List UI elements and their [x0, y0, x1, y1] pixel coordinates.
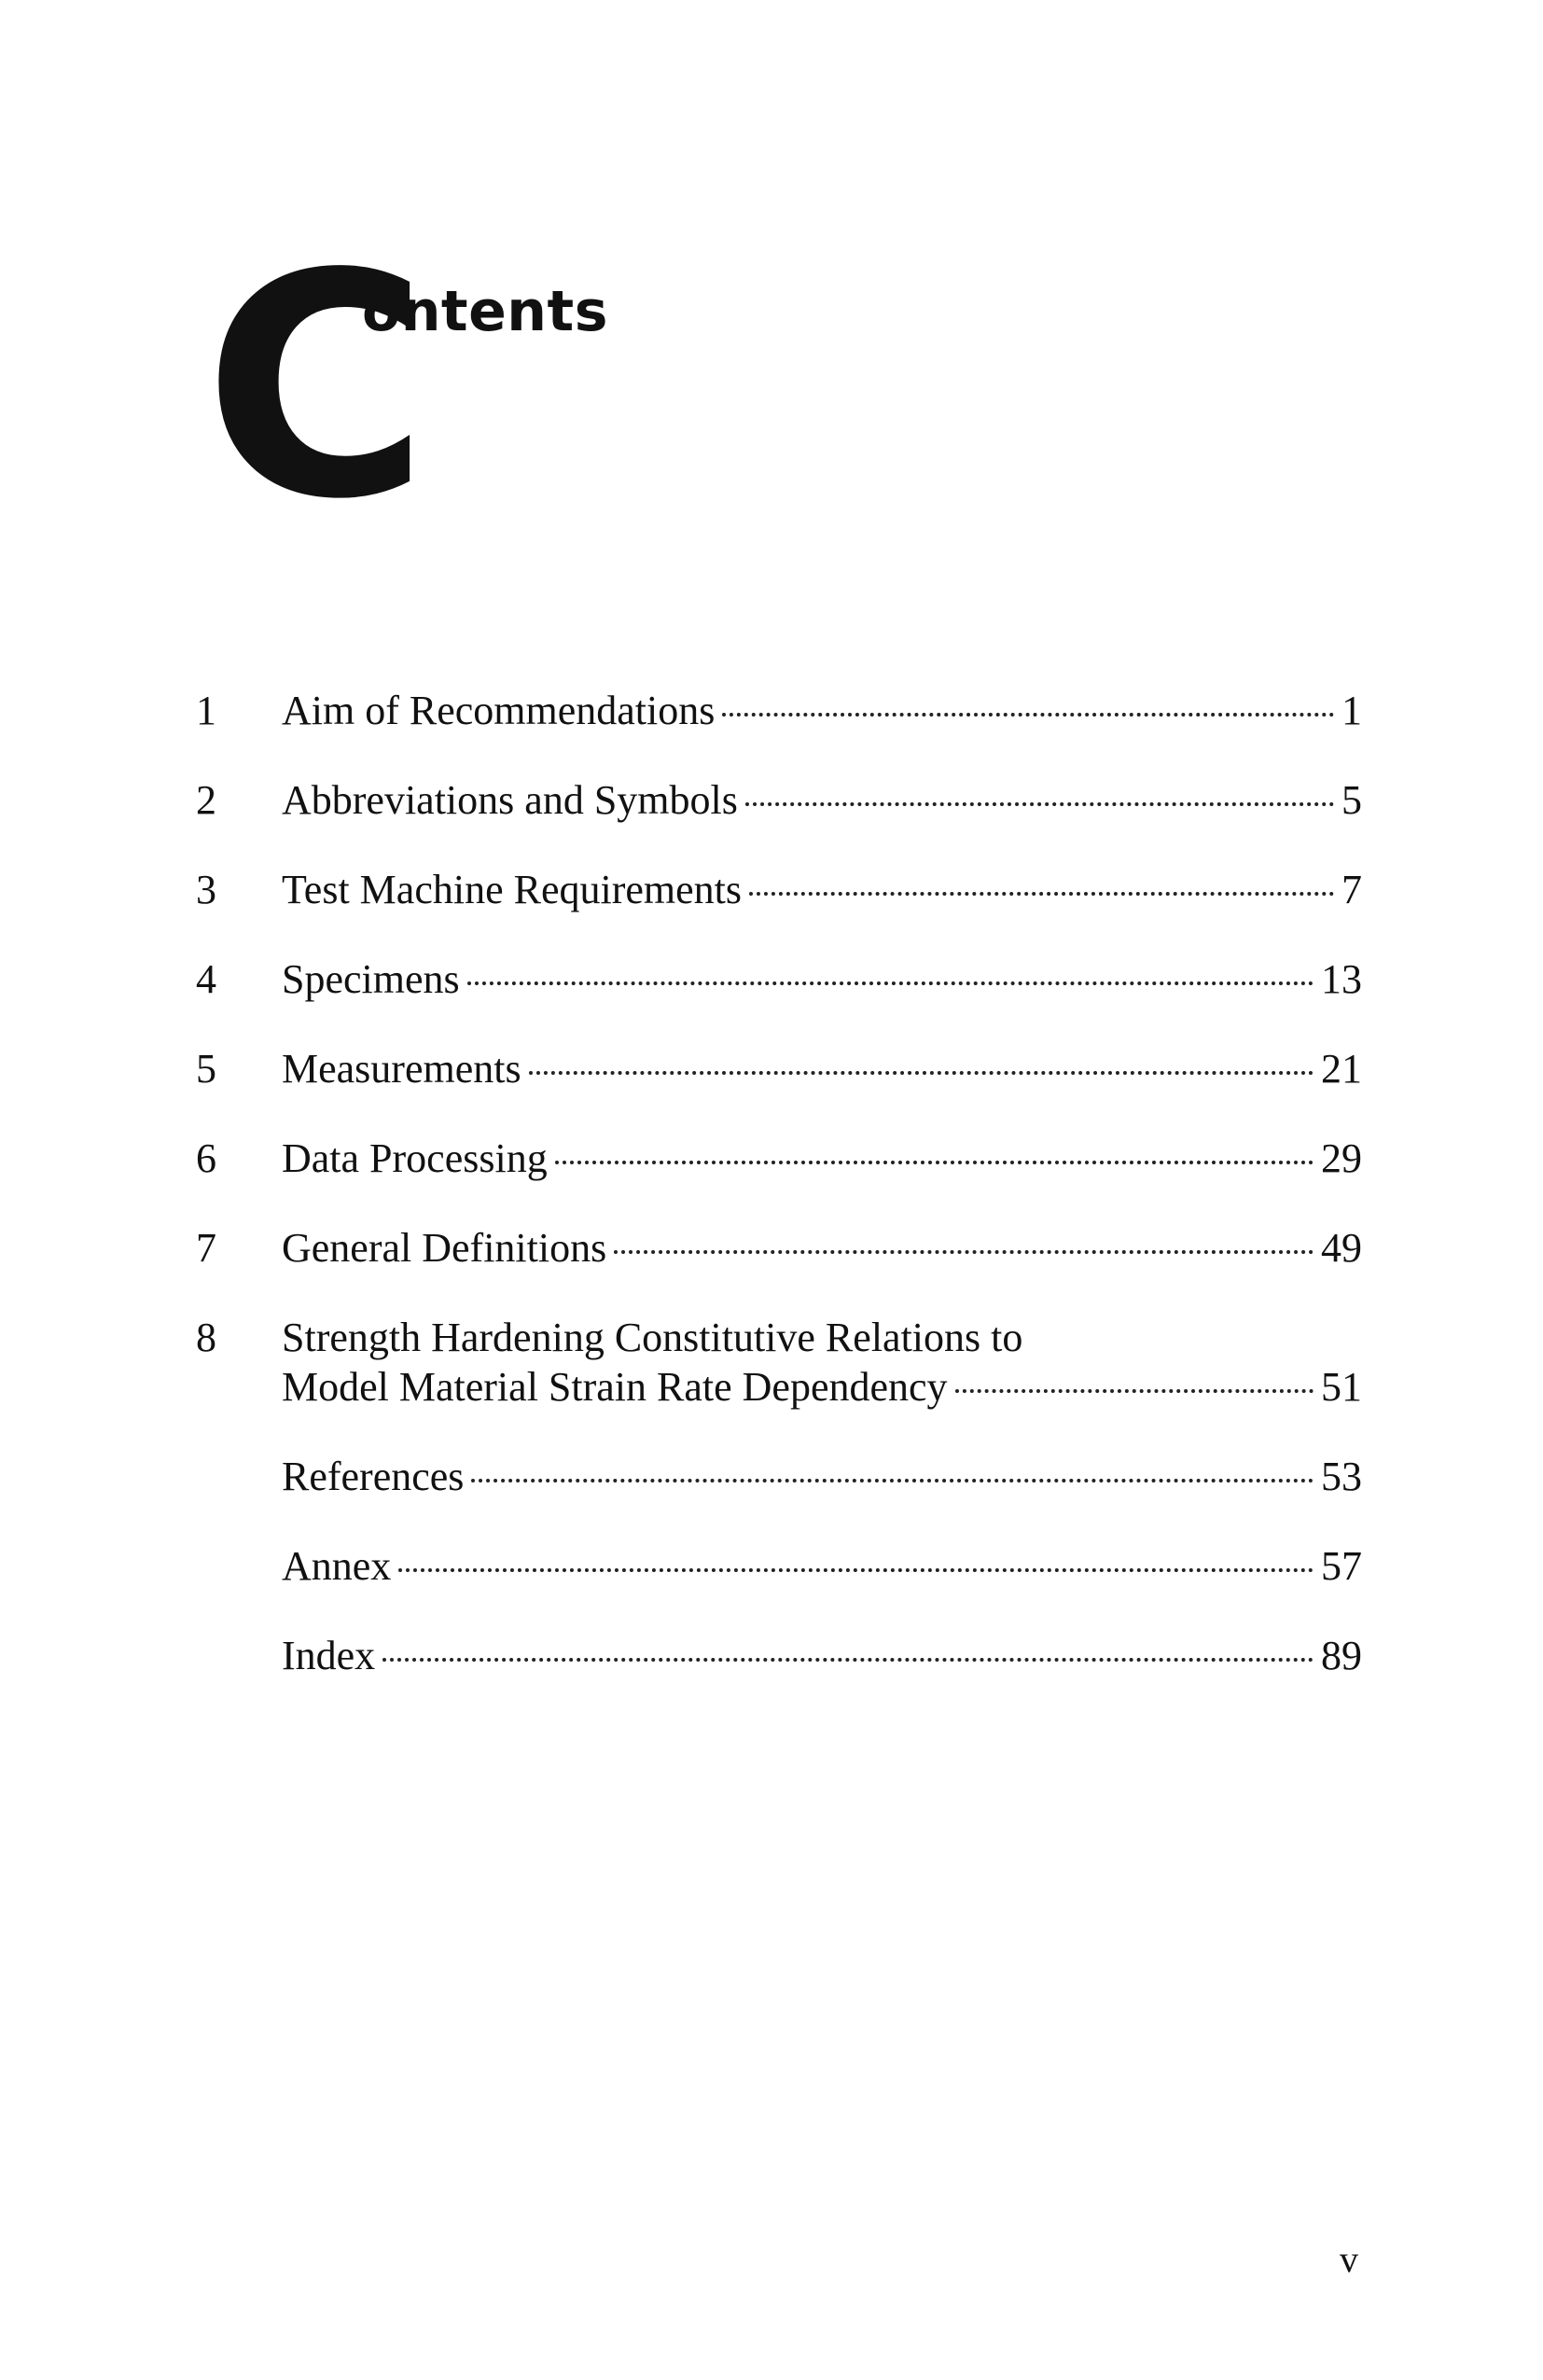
- toc-entry-8[interactable]: [196, 1313, 1362, 1412]
- toc-number: 2: [196, 777, 216, 823]
- dot-leader: [529, 1071, 1314, 1075]
- toc-number: 3: [196, 867, 216, 912]
- table-of-contents: [196, 686, 1362, 1720]
- dot-leader: [471, 1479, 1314, 1482]
- toc-title: Specimens: [282, 956, 460, 1002]
- dot-leader: [382, 1658, 1314, 1662]
- toc-title: Annex: [282, 1543, 392, 1589]
- toc-title: Test Machine Requirements: [282, 867, 743, 912]
- toc-title: Index: [282, 1633, 376, 1678]
- toc-page: 53: [1321, 1454, 1362, 1499]
- toc-title: Measurements: [282, 1046, 521, 1092]
- toc-title: Model Material Strain Rate Dependency: [282, 1364, 948, 1410]
- dot-leader: [745, 802, 1334, 806]
- toc-number: 5: [196, 1046, 216, 1092]
- toc-number: 6: [196, 1135, 216, 1181]
- toc-page: 49: [1321, 1225, 1362, 1271]
- toc-entry-3[interactable]: [196, 865, 1362, 914]
- toc-page: 29: [1321, 1135, 1362, 1181]
- toc-title: General Definitions: [282, 1225, 607, 1271]
- toc-entry-7[interactable]: [196, 1223, 1362, 1273]
- toc-number: 4: [196, 956, 216, 1002]
- page-number: v: [1340, 2238, 1358, 2280]
- toc-page: 21: [1321, 1046, 1362, 1092]
- toc-number: 7: [196, 1225, 216, 1271]
- dot-leader: [749, 892, 1334, 896]
- page-title: [203, 208, 763, 566]
- title-rest: ontents: [362, 279, 608, 344]
- dot-leader: [722, 713, 1334, 717]
- toc-entry-2[interactable]: [196, 775, 1362, 825]
- toc-entry-annex[interactable]: [196, 1541, 1362, 1591]
- toc-title: References: [282, 1454, 465, 1499]
- toc-number: 1: [196, 688, 216, 733]
- toc-entry-6[interactable]: [196, 1134, 1362, 1183]
- toc-page: 51: [1321, 1364, 1362, 1410]
- toc-entry-references[interactable]: [196, 1452, 1362, 1501]
- toc-title: Abbreviations and Symbols: [282, 777, 738, 823]
- dot-leader: [467, 981, 1314, 985]
- toc-page: 89: [1321, 1633, 1362, 1678]
- toc-entry-4[interactable]: [196, 954, 1362, 1004]
- toc-page: 5: [1341, 777, 1362, 823]
- toc-page: 7: [1341, 867, 1362, 912]
- dot-leader: [614, 1250, 1314, 1254]
- toc-entry-5[interactable]: [196, 1044, 1362, 1093]
- toc-page: 13: [1321, 956, 1362, 1002]
- toc-number: 8: [196, 1315, 216, 1360]
- dot-leader: [555, 1161, 1314, 1164]
- toc-title-line1: Strength Hardening Constitutive Relations to: [282, 1315, 1023, 1360]
- toc-title: Aim of Recommendations: [282, 688, 716, 733]
- toc-page: 1: [1341, 688, 1362, 733]
- toc-page: 57: [1321, 1543, 1362, 1589]
- title-initial: C: [203, 208, 424, 566]
- toc-entry-1[interactable]: [196, 686, 1362, 735]
- toc-title: Data Processing: [282, 1135, 548, 1181]
- toc-entry-index[interactable]: [196, 1631, 1362, 1680]
- dot-leader: [955, 1389, 1314, 1393]
- dot-leader: [398, 1568, 1314, 1572]
